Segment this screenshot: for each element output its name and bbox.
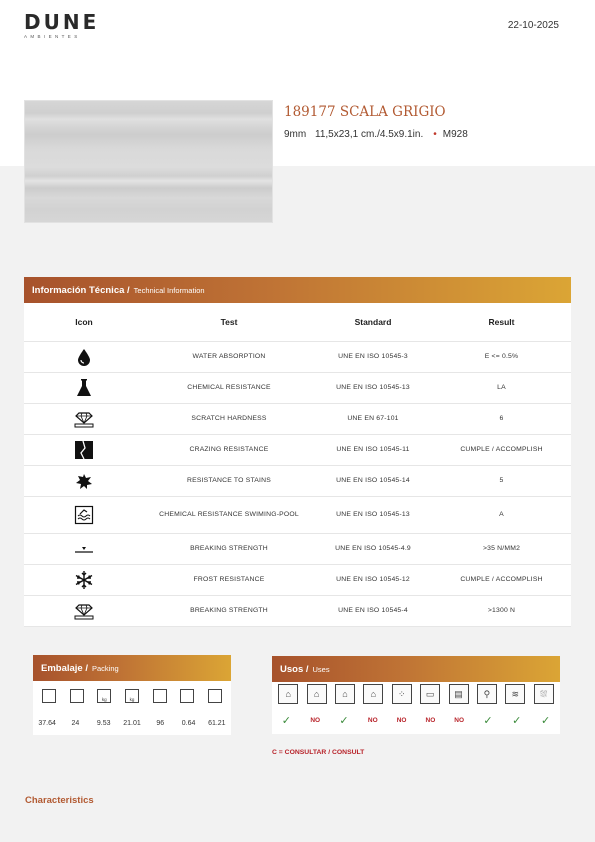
brand-logo [24,12,99,39]
product-specs [284,129,474,140]
table-header-row [24,303,571,341]
product-size: 11,5x23,1 cm./4.5x9.1in. [315,129,424,140]
heavy-traffic-icon: ⁘ [392,684,412,704]
flask-icon [74,378,94,398]
use-value: NO [454,716,465,724]
test-name: CHEMICAL RESISTANCE SWIMING-POOL [144,496,314,533]
breaking-icon [74,539,94,559]
test-result: E <= 0.5% [432,341,571,372]
uses-icons [272,682,560,706]
test-result: LA [432,372,571,403]
packing-value: 9.53 [96,719,111,727]
table-row [24,434,571,465]
test-standard: UNE EN ISO 10545-11 [314,434,432,465]
use-value: NO [367,716,378,724]
header-test: Test [144,303,314,341]
shower-icon: ⛆ [534,684,554,704]
test-standard: UNE EN ISO 10545-13 [314,496,432,533]
table-row [24,533,571,564]
bathroom-icon: ⚲ [477,684,497,704]
use-value: NO [310,716,321,724]
characteristics-heading: Characteristics [25,795,94,806]
test-name: WATER ABSORPTION [144,341,314,372]
header-icon: Icon [24,303,144,341]
use-value: NO [396,716,407,724]
use-value: ✓ [540,714,551,727]
water-drop-icon [74,347,94,367]
test-name: CRAZING RESISTANCE [144,434,314,465]
use-value: ✓ [339,714,349,727]
packing-value: 37.64 [38,719,56,727]
diamond-icon [74,601,94,621]
header-standard: Standard [314,303,432,341]
uses-subtitle: Uses [312,664,330,674]
table-row [24,465,571,496]
box-weight-icon: kg [97,689,111,703]
pool-use-icon: ≋ [505,684,525,704]
packing-subtitle: Packing [92,663,119,673]
test-name: BREAKING STRENGTH [144,595,314,626]
logo-tagline: AMBIENTES [24,34,81,39]
product-thickness: 9mm [284,129,307,140]
technical-info-section [24,277,571,627]
technical-info-header [24,277,571,303]
pallet-weight-icon: kg [125,689,139,703]
test-standard: UNE EN 67-101 [314,403,432,434]
packing-value: 24 [71,719,80,727]
snowflake-icon [74,570,94,590]
technical-info-subtitle: Technical Information [133,285,205,295]
test-result: CUMPLE / ACCOMPLISH [432,564,571,595]
logo-wordmark: DUNE [24,10,100,34]
test-result: A [432,496,571,533]
test-standard: UNE EN ISO 10545-4 [314,595,432,626]
test-name: CHEMICAL RESISTANCE [144,372,314,403]
test-standard: UNE EN ISO 10545-14 [314,465,432,496]
consult-note: C = CONSULTAR / CONSULT [272,749,365,756]
packing-section [33,655,231,735]
test-result: 6 [432,403,571,434]
test-name: FROST RESISTANCE [144,564,314,595]
uses-section [272,656,560,734]
product-code: M928 [442,129,468,140]
exterior-floor-icon: ⌂ [363,684,383,704]
use-value: ✓ [281,714,291,727]
box-pieces-icon [70,689,84,703]
packing-title: Embalaje / [41,662,88,674]
pallet-m2-icon [180,689,194,703]
pool-icon [74,505,94,525]
packing-value: 0.64 [181,719,196,727]
diamond-icon [74,409,94,429]
uses-title: Usos / [280,663,309,675]
product-title: 189177 SCALA GRIGIO [284,104,446,120]
packing-icons [33,681,231,711]
separator-dot: • [433,129,437,140]
packing-value: 61.21 [208,719,226,727]
test-result: CUMPLE / ACCOMPLISH [432,434,571,465]
table-row [24,372,571,403]
test-name: SCRATCH HARDNESS [144,403,314,434]
test-result: 5 [432,465,571,496]
table-row [24,341,571,372]
exterior-wall-icon: ⌂ [335,684,355,704]
use-value: ✓ [483,714,493,727]
packing-value: 96 [156,719,165,727]
test-result: >35 N/MM2 [432,533,571,564]
product-image [24,100,273,223]
test-standard: UNE EN ISO 10545-3 [314,341,432,372]
packing-values [33,711,231,735]
header-result: Result [432,303,571,341]
packing-value: 21.01 [123,719,141,727]
interior-floor-icon: ⌂ [307,684,327,704]
technical-info-title: Información Técnica / [32,284,130,296]
table-row [24,564,571,595]
test-standard: UNE EN ISO 10545-13 [314,372,432,403]
test-standard: UNE EN ISO 10545-4.9 [314,533,432,564]
table-row [24,496,571,533]
test-name: BREAKING STRENGTH [144,533,314,564]
test-result: >1300 N [432,595,571,626]
stain-icon [74,471,94,491]
document-date: 22-10-2025 [507,20,559,31]
box-m2-icon [42,689,56,703]
packing-header [33,655,231,681]
interior-wall-icon: ⌂ [278,684,298,704]
pallet-boxes-icon [153,689,167,703]
pallet-total-icon [208,689,222,703]
table-row [24,595,571,626]
test-standard: UNE EN ISO 10545-12 [314,564,432,595]
kitchen-icon: ▤ [449,684,469,704]
technical-table [24,303,571,627]
use-value: NO [425,716,436,724]
crazing-icon [74,440,94,460]
test-name: RESISTANCE TO STAINS [144,465,314,496]
commercial-icon: ▭ [420,684,440,704]
uses-header [272,656,560,682]
uses-values [272,706,560,734]
use-value: ✓ [512,714,522,727]
table-row [24,403,571,434]
